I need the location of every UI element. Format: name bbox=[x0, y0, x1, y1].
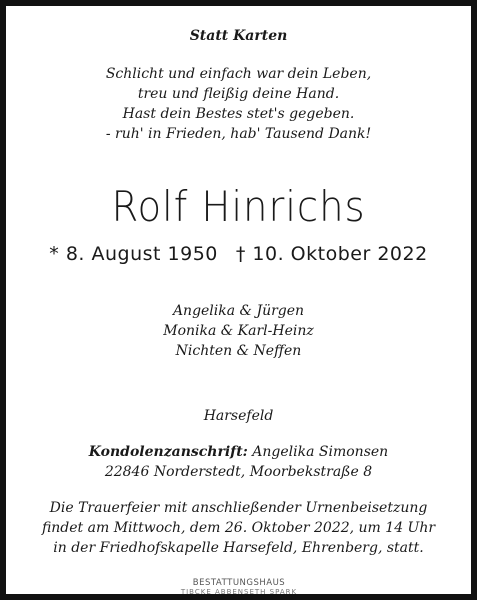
life-dates bbox=[0, 243, 477, 265]
ceremony-info bbox=[0, 498, 477, 558]
ceremony-line: findet am Mittwoch, dem 26. Oktober 2022, um 14 Uhr bbox=[41, 520, 436, 536]
poem-line: Schlicht und einfach war dein Leben, bbox=[105, 66, 372, 82]
condolence-street: 22846 Norderstedt, Moorbekstraße 8 bbox=[104, 464, 373, 480]
poem bbox=[0, 64, 477, 144]
ceremony-line: Die Trauerfeier mit anschließender Urnenbeisetzung bbox=[49, 500, 428, 516]
place-name: Harsefeld bbox=[203, 408, 274, 424]
poem-line: Hast dein Bestes stet's gegeben. bbox=[122, 106, 355, 122]
mourner-entry: Angelika & Jürgen bbox=[172, 303, 305, 319]
logo-subtitle: TIBCKE ABBENSETH SPARK bbox=[180, 588, 298, 596]
death-date: † 10. Oktober 2022 bbox=[235, 243, 428, 265]
notice-heading: Statt Karten bbox=[189, 28, 288, 44]
mourners-list bbox=[0, 301, 477, 361]
poem-line: treu und fleißig deine Hand. bbox=[137, 86, 340, 102]
condolence-address bbox=[0, 442, 477, 482]
birth-date: * 8. August 1950 bbox=[49, 243, 218, 265]
poem-line: - ruh' in Frieden, hab' Tausend Dank! bbox=[105, 126, 372, 142]
logo-title: BESTATTUNGSHAUS bbox=[192, 578, 286, 588]
condolence-line bbox=[0, 442, 477, 462]
mourner-entry: Nichten & Neffen bbox=[175, 343, 302, 359]
funeral-home-logo bbox=[178, 579, 300, 597]
condolence-label: Kondolenzanschrift: bbox=[88, 444, 248, 460]
ceremony-line: in der Friedhofskapelle Harsefeld, Ehrenberg, statt. bbox=[53, 540, 424, 556]
deceased-name: Rolf Hinrichs bbox=[111, 182, 366, 231]
condolence-name: Angelika Simonsen bbox=[252, 444, 389, 460]
mourner-entry: Monika & Karl-Heinz bbox=[163, 323, 314, 339]
